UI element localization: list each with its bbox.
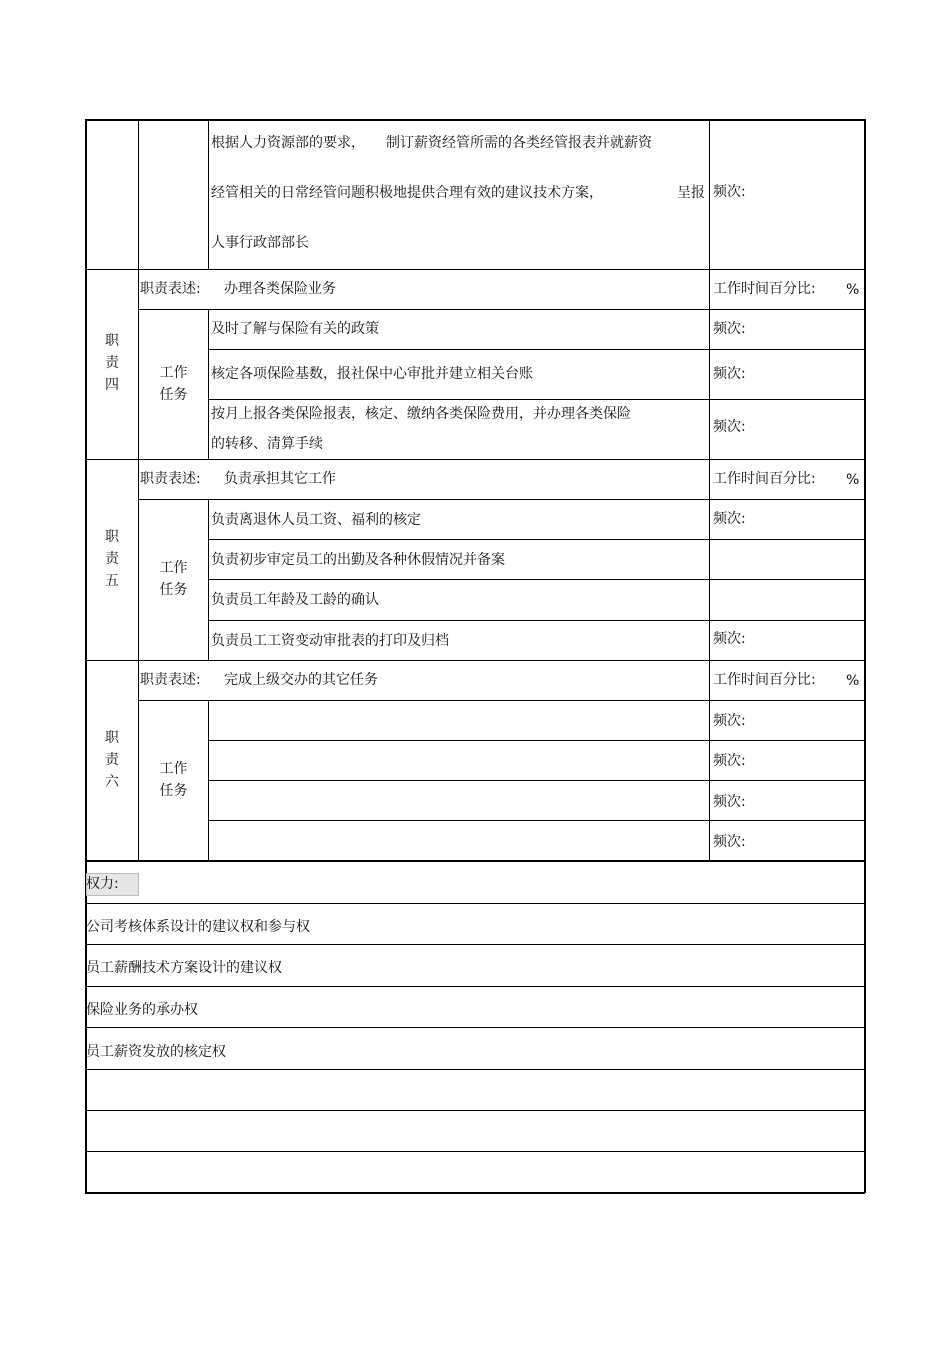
power-title: 权力: (86, 876, 119, 892)
frequency-label: 频次: (713, 321, 746, 337)
work-time-percent-label: 工作时间百分比: (713, 471, 816, 487)
duty-description: 办理各类保险业务 (224, 281, 336, 297)
frequency-label: 频次: (713, 753, 746, 769)
work-task-label: 工作 任务 (159, 761, 188, 799)
percent-sign: % (846, 472, 860, 488)
task-text: 经管相关的日常经管问题积极地提供合理有效的建议技术方案， (211, 185, 603, 201)
work-time-percent-label: 工作时间百分比: (713, 672, 816, 688)
frequency-label: 频次: (713, 834, 746, 850)
task-text: 呈报 (677, 185, 705, 201)
task-text: 负责离退休人员工资、福利的核定 (211, 512, 421, 528)
duty-description: 负责承担其它工作 (224, 471, 336, 487)
task-text: 负责员工年龄及工龄的确认 (211, 592, 379, 608)
frequency-label: 频次: (713, 631, 746, 647)
power-item: 员工薪酬技术方案设计的建议权 (86, 960, 282, 976)
task-text: 及时了解与保险有关的政策 (211, 321, 379, 337)
frequency-label: 频次: (713, 419, 746, 435)
task-text: 负责初步审定员工的出勤及各种休假情况并备案 (211, 552, 505, 568)
duty-description-label: 职责表述: (140, 471, 201, 487)
work-task-label: 工作 任务 (159, 560, 188, 598)
work-task-label: 工作 任务 (159, 365, 188, 403)
power-item: 保险业务的承办权 (86, 1002, 198, 1018)
duty-description: 完成上级交办的其它任务 (224, 672, 378, 688)
frequency-label: 频次: (713, 184, 746, 200)
duty-description-label: 职责表述: (140, 672, 201, 688)
percent-sign: % (846, 282, 860, 298)
task-text: 的转移、清算手续 (211, 436, 323, 452)
task-text: 人事行政部部长 (211, 235, 309, 251)
frequency-label: 频次: (713, 713, 746, 729)
duty-label: 职 责 四 (105, 333, 119, 393)
duty-label: 职 责 五 (105, 529, 119, 589)
frequency-label: 频次: (713, 366, 746, 382)
power-item: 公司考核体系设计的建议权和参与权 (86, 919, 310, 935)
duty-label: 职 责 六 (105, 730, 119, 790)
frequency-label: 频次: (713, 794, 746, 810)
percent-sign: % (846, 673, 860, 689)
task-text: 负责员工工资变动审批表的打印及归档 (211, 633, 449, 649)
work-time-percent-label: 工作时间百分比: (713, 281, 816, 297)
task-text: 根据人力资源部的要求， 制订薪资经管所需的各类经管报表并就薪资 (211, 135, 652, 151)
task-text: 按月上报各类保险报表，核定、缴纳各类保险费用，并办理各类保险 (211, 406, 631, 422)
duty-description-label: 职责表述: (140, 281, 201, 297)
task-text: 核定各项保险基数，报社保中心审批并建立相关台账 (211, 366, 533, 382)
power-item: 员工薪资发放的核定权 (86, 1044, 226, 1060)
frequency-label: 频次: (713, 511, 746, 527)
